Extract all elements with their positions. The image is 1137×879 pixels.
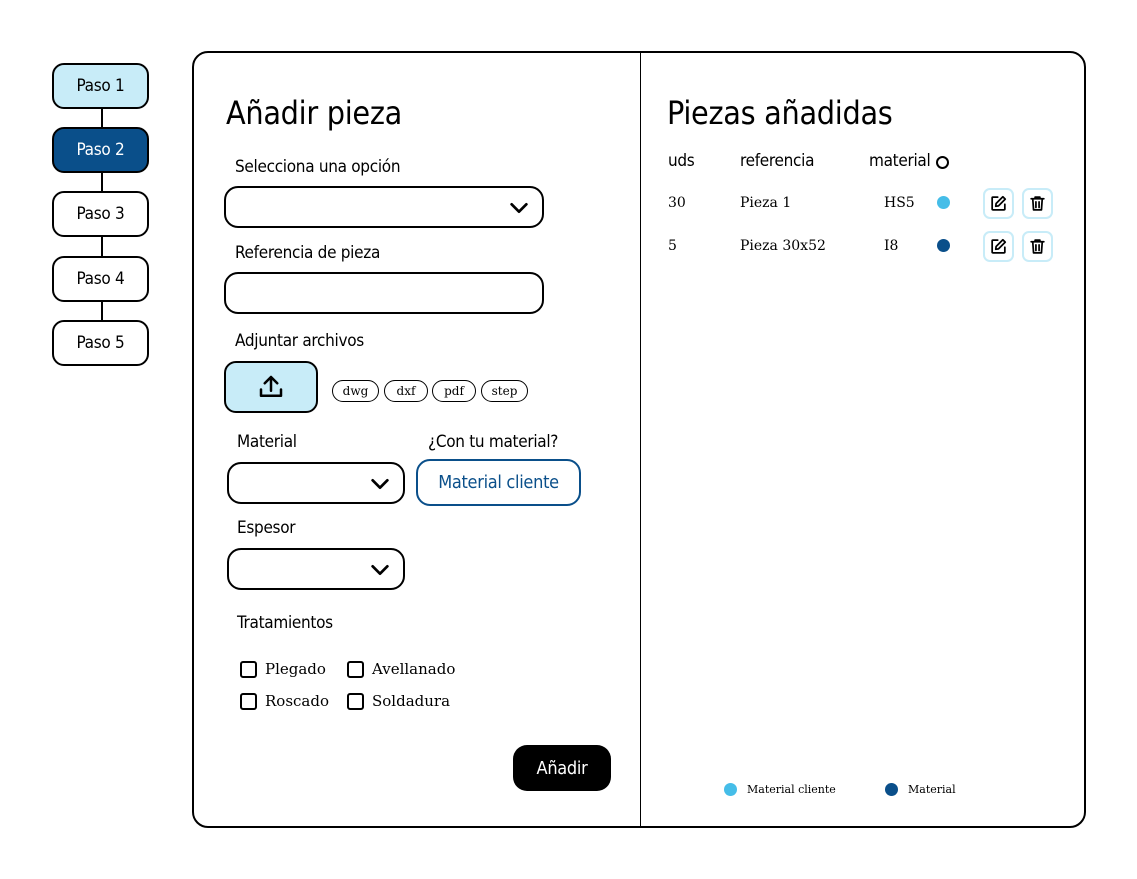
treatment-avellanado[interactable] xyxy=(347,660,455,678)
checkbox-label: Plegado xyxy=(265,660,326,678)
thickness-select[interactable] xyxy=(227,548,405,590)
trash-icon xyxy=(1028,194,1047,213)
treatment-soldadura[interactable] xyxy=(347,692,450,710)
delete-button[interactable] xyxy=(1022,188,1053,219)
form-title: Añadir pieza xyxy=(226,94,402,132)
row-1-reference: Pieza 1 xyxy=(740,195,792,211)
treatments-label: Tratamientos xyxy=(237,613,333,633)
file-type-dwg: dwg xyxy=(332,380,379,402)
checkbox-label: Avellanado xyxy=(372,660,456,678)
legend-own xyxy=(885,783,956,796)
row-2-material: I8 xyxy=(884,238,899,254)
option-label: Selecciona una opción xyxy=(235,157,401,177)
legend-own-label: Material xyxy=(908,783,956,796)
file-type-pdf: pdf xyxy=(432,380,476,402)
step-2[interactable]: Paso 2 xyxy=(52,127,149,173)
legend-client xyxy=(724,783,836,796)
attach-label: Adjuntar archivos xyxy=(235,331,364,351)
material-filter-icon[interactable] xyxy=(936,156,949,169)
add-button[interactable]: Añadir xyxy=(513,745,611,791)
row-1-material: HS5 xyxy=(884,195,915,211)
treatment-roscado[interactable] xyxy=(240,692,329,710)
option-select[interactable] xyxy=(224,186,544,228)
treatment-plegado[interactable] xyxy=(240,660,326,678)
thickness-label: Espesor xyxy=(237,518,296,538)
checkbox[interactable] xyxy=(240,693,257,710)
step-3[interactable]: Paso 3 xyxy=(52,191,149,237)
row-2-units: 5 xyxy=(668,238,677,254)
material-select[interactable] xyxy=(227,462,405,504)
chevron-down-icon xyxy=(508,197,530,219)
own-material-label: ¿Con tu material? xyxy=(428,432,559,452)
checkbox-label: Soldadura xyxy=(372,692,451,710)
trash-icon xyxy=(1028,237,1047,256)
upload-icon xyxy=(256,372,286,402)
edit-icon xyxy=(989,237,1008,256)
delete-button[interactable] xyxy=(1022,231,1053,262)
row-1-units: 30 xyxy=(668,195,686,211)
upload-button[interactable] xyxy=(224,361,318,413)
file-type-dxf: dxf xyxy=(384,380,428,402)
client-material-dot xyxy=(724,783,737,796)
column-material: material xyxy=(869,151,931,171)
material-label: Material xyxy=(237,432,297,452)
step-5[interactable]: Paso 5 xyxy=(52,320,149,366)
client-material-button[interactable]: Material cliente xyxy=(416,459,581,506)
checkbox[interactable] xyxy=(347,693,364,710)
chevron-down-icon xyxy=(369,473,391,495)
step-4[interactable]: Paso 4 xyxy=(52,256,149,302)
legend-client-label: Material cliente xyxy=(747,783,836,796)
client-material-dot xyxy=(937,196,950,209)
checkbox-label: Roscado xyxy=(265,692,329,710)
own-material-dot xyxy=(937,239,950,252)
checkbox[interactable] xyxy=(347,661,364,678)
file-type-step: step xyxy=(481,380,528,402)
column-units: uds xyxy=(668,151,695,171)
checkbox[interactable] xyxy=(240,661,257,678)
reference-label: Referencia de pieza xyxy=(235,243,381,263)
panel-divider xyxy=(640,53,641,826)
reference-input[interactable] xyxy=(224,272,544,314)
edit-button[interactable] xyxy=(983,231,1014,262)
step-1[interactable]: Paso 1 xyxy=(52,63,149,109)
column-reference: referencia xyxy=(740,151,815,171)
edit-icon xyxy=(989,194,1008,213)
row-2-reference: Pieza 30x52 xyxy=(740,238,826,254)
own-material-dot xyxy=(885,783,898,796)
chevron-down-icon xyxy=(369,559,391,581)
list-title: Piezas añadidas xyxy=(667,94,893,132)
edit-button[interactable] xyxy=(983,188,1014,219)
